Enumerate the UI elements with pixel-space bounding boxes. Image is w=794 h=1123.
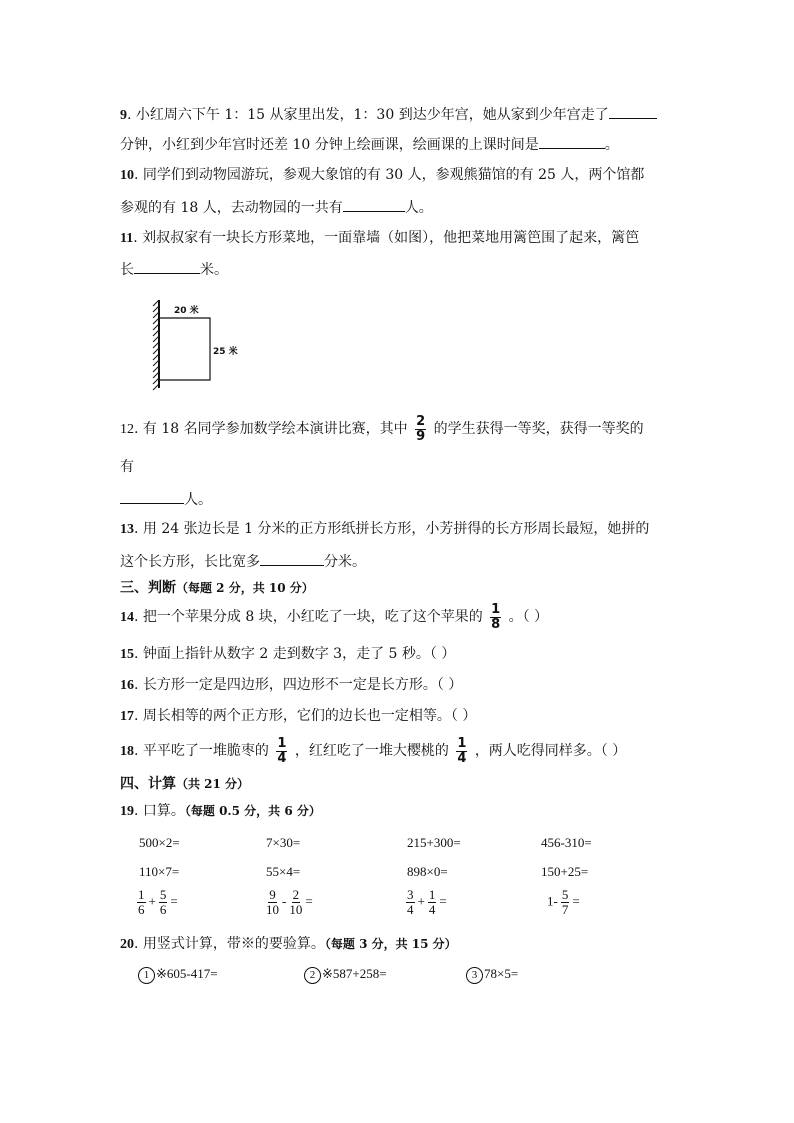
question-text: 这个长方形，长比宽多: [120, 554, 260, 570]
question-number: 16: [120, 678, 134, 693]
question-18: [120, 735, 626, 768]
oral-calc-item: 215+300=: [407, 835, 461, 850]
question-11-line-1: [120, 229, 639, 248]
section-3-heading: [120, 579, 314, 597]
question-number: 10: [120, 168, 134, 183]
question-number: 11: [120, 231, 134, 246]
denominator: 10: [266, 902, 279, 917]
section-title: 四、计算: [120, 776, 176, 792]
operator: +: [148, 893, 156, 909]
question-13-line-1: [120, 520, 649, 539]
oral-calc-item: 500×2=: [139, 835, 180, 850]
answer-blank[interactable]: [539, 134, 605, 149]
garden-diagram: [150, 296, 260, 396]
fence-outline: [160, 318, 210, 380]
fraction: [159, 888, 168, 917]
denominator: 4: [277, 750, 287, 766]
numerator: 3: [407, 887, 414, 902]
denominator: 8: [491, 616, 501, 632]
question-text: 分钟，小红到少年宫时还差 10 分钟上绘画课，绘画课的上课时间是: [120, 137, 539, 153]
denominator: 4: [428, 902, 436, 917]
question-number: 12: [120, 422, 134, 437]
denominator: 4: [457, 750, 467, 766]
question-14: [120, 602, 548, 633]
question-text: 有: [120, 459, 134, 475]
question-text: . 刘叔叔家有一块长方形菜地，一面靠墙（如图），他把菜地用篱笆围了起来，篱笆: [133, 230, 640, 246]
question-number: 19: [120, 804, 134, 819]
fraction-calc-item: [263, 888, 313, 917]
oral-calc-item: 110×7=: [139, 864, 180, 879]
question-text: . 同学们到动物园游玩，参观大象馆的有 30 人，参观熊猫馆的有 25 人，两个馆都: [134, 167, 645, 183]
circled-number: 2: [304, 967, 321, 984]
question-10-line-2: [120, 197, 433, 217]
question-20-heading: [120, 935, 457, 954]
question-text: . 口算。: [134, 803, 185, 819]
equals-sign: =: [572, 893, 580, 909]
equals-sign: =: [170, 893, 178, 909]
oral-calc-item: 150+25=: [541, 864, 589, 879]
vertical-calc-item-2: [304, 966, 387, 984]
equals-sign: =: [305, 893, 313, 909]
numerator: 2: [416, 413, 426, 429]
question-note: （每题 3 分，共 15 分）: [324, 937, 457, 951]
question-13-line-2: [120, 551, 366, 571]
question-text: . 长方形一定是四边形，四边形不一定是长方形。（ ）: [134, 677, 463, 693]
fraction-calc-item: [134, 888, 178, 917]
question-text: . 钟面上指针从数字 2 走到数字 3，走了 5 秒。（ ）: [134, 646, 456, 662]
oral-calc-item: 55×4=: [266, 864, 301, 879]
question-text: 长: [120, 262, 134, 278]
section-note: （每题 2 分，共 10 分）: [176, 581, 314, 595]
circled-number: 3: [466, 967, 483, 984]
oral-calc-item: 898×0=: [407, 864, 448, 879]
denominator: 7: [561, 902, 569, 917]
denominator: 6: [138, 902, 145, 917]
fraction: [561, 888, 570, 917]
question-text: . 小红周六下午 1：15 从家里出发，1：30 到达少年宫，她从家到少年宫走了: [127, 107, 609, 123]
side-length-label: 25 米: [213, 347, 238, 357]
equals-sign: =: [439, 893, 447, 909]
question-15: [120, 645, 455, 664]
section-note: （共 21 分）: [176, 777, 250, 791]
question-text: . 周长相等的两个正方形，它们的边长也一定相等。（ ）: [134, 708, 477, 724]
numerator: 2: [292, 887, 300, 902]
question-text: 。: [604, 137, 619, 153]
numerator: 1: [491, 601, 501, 617]
question-number: 15: [120, 647, 134, 662]
denominator: 10: [289, 902, 303, 917]
question-text: . 有 18 名同学参加数学绘本演讲比赛，其中: [134, 421, 408, 437]
numerator: 5: [561, 887, 569, 902]
oral-calc-item: 7×30=: [266, 835, 301, 850]
section-4-heading: [120, 775, 249, 793]
numerator: 9: [269, 887, 276, 902]
numerator: 1: [457, 735, 467, 751]
question-text: 的学生获得一等奖，获得一等奖的: [433, 421, 644, 437]
question-number: 17: [120, 709, 134, 724]
calc-expression: ※587+258=: [322, 966, 387, 981]
fraction-one-quarter: [456, 737, 467, 766]
section-title: 三、判断: [120, 580, 176, 596]
question-16: [120, 676, 462, 695]
question-text: 人。: [404, 200, 433, 216]
fraction-one-quarter: [276, 737, 287, 766]
question-text: 。（ ）: [508, 609, 549, 625]
question-text: . 把一个苹果分成 8 块，小红吃了一块，吃了这个苹果的: [134, 609, 483, 625]
fraction-calc-item: [547, 888, 580, 917]
question-9-line-1: [120, 104, 657, 125]
vertical-calc-item-3: [466, 966, 518, 984]
answer-blank[interactable]: [343, 197, 405, 212]
fraction-one-eighth: [490, 603, 501, 632]
numerator: 1: [428, 887, 436, 902]
answer-blank[interactable]: [609, 104, 657, 119]
question-text: 参观的有 18 人，去动物园的一共有: [120, 200, 343, 216]
calc-expression: 78×5=: [484, 966, 519, 981]
question-9-line-2: [120, 134, 619, 154]
fraction: [137, 888, 146, 917]
vertical-calc-item-1: [138, 966, 218, 984]
question-12-line-3: [120, 489, 212, 509]
question-text: . 用竖式计算，带※的要验算。: [134, 936, 325, 952]
numerator: 1: [138, 887, 145, 902]
operator: -: [282, 893, 287, 909]
operator: +: [417, 893, 425, 909]
fraction-calc-item: [403, 888, 447, 917]
question-number: 14: [120, 610, 134, 625]
question-17: [120, 707, 476, 726]
denominator: 4: [407, 902, 414, 917]
circled-number: 1: [138, 967, 155, 984]
denominator: 9: [416, 428, 426, 444]
fraction: [266, 888, 279, 917]
fraction-two-ninths: [415, 415, 426, 444]
question-text: ，红红吃了一堆大樱桃的: [294, 743, 449, 759]
operand: 1-: [547, 893, 558, 909]
question-text: . 平平吃了一堆脆枣的: [134, 743, 269, 759]
question-11-line-2: [120, 259, 228, 279]
answer-blank[interactable]: [134, 259, 200, 274]
question-note: （每题 0.5 分，共 6 分）: [184, 804, 321, 818]
answer-blank[interactable]: [260, 551, 324, 566]
denominator: 6: [159, 902, 167, 917]
question-10-line-1: [120, 166, 644, 185]
answer-blank[interactable]: [120, 489, 184, 504]
question-19-heading: [120, 802, 321, 821]
question-text: 分米。: [324, 554, 366, 570]
question-number: 18: [120, 744, 134, 759]
question-number: 20: [120, 937, 134, 952]
numerator: 5: [159, 887, 167, 902]
fraction: [289, 888, 302, 917]
calc-expression: ※605-417=: [156, 966, 218, 981]
garden-figure: [150, 296, 260, 396]
numerator: 1: [277, 735, 287, 751]
fraction: [406, 888, 415, 917]
question-text: ，两人吃得同样多。（ ）: [474, 743, 627, 759]
question-text: 米。: [200, 262, 228, 278]
question-12-line-1: [120, 412, 644, 447]
question-number: 9: [120, 108, 127, 123]
fraction: [428, 888, 437, 917]
top-length-label: 20 米: [174, 306, 199, 316]
question-number: 13: [120, 522, 134, 537]
question-12-line-2: [120, 458, 134, 476]
oral-calc-item: 456-310=: [541, 835, 592, 850]
question-text: 人。: [184, 492, 212, 508]
question-text: . 用 24 张边长是 1 分米的正方形纸拼长方形，小芳拼得的长方形周长最短，她拼的: [134, 521, 650, 537]
